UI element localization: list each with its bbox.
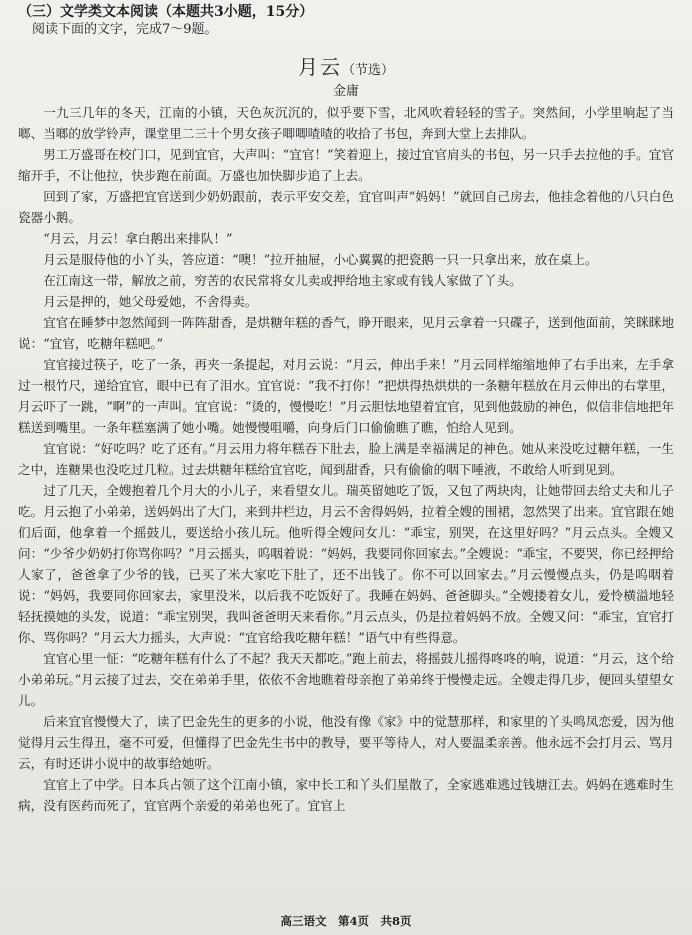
paragraph: 过了几天，全嫂抱着几个月大的小儿子，来看望女儿。瑞英留她吃了饭，又包了两块肉，让她带回去给丈夫和儿子吃。月云抱了小弟弟，送妈妈出了大门，来到井栏边，月云不舍得妈妈，拉着全嫂的围裙，忽然哭了出来。宜官跟在她们后面，他拿着一个摇鼓儿，要送给小孩儿玩。他听得全嫂问女儿：“乖宝，别哭，在这里好吗？”月云点头。全嫂又问：“少爷少奶奶打你骂你吗？”月云摇头，呜咽着说：“妈妈，我要同你回家去。”全嫂说：“乖宝，不要哭，你已经押给人家了，爸爸拿了少爷的钱，已买了米大家吃下肚了，还不出钱了。你不可以回家去。”月云慢慢点头，仍是呜咽着说：“妈妈，我要同你回家去，家里没米，以后我不吃饭好了。我睡在妈妈、爸爸脚头。”全嫂搂着女儿，爱怜横溢地轻轻抚摸她的头发，说道：“乖宝别哭，我叫爸爸明天来看你。”月云点头，仍是拉着妈妈不放。全嫂又问：“乖宝，宜官打你、骂你吗？”月云大力摇头，大声说：“宜官给我吃糖年糕！”语气中有些得意。 [18, 483, 674, 645]
paragraph: 宜官心里一怔：“吃糖年糕有什么了不起？我天天都吃。”跑上前去，将摇鼓儿摇得咚咚的响，说道：“月云，这个给小弟弟玩。”月云接了过去，交在弟弟手里，依依不舍地瞧着母亲抱了弟弟终于慢慢走远。全嫂走得几步，便回头望望女儿。 [18, 651, 674, 708]
paragraph: 男工万盛哥在校门口，见到宜官，大声叫：“宜官！”笑着迎上，接过宜官肩头的书包，另一只手去拉他的手。宜官缩开手，不让他拉，快步跑在前面。万盛也加快脚步追了上去。 [18, 147, 674, 183]
paragraph: 宜官说：“好吃吗？吃了还有。”月云用力将年糕吞下肚去，脸上满是幸福满足的神色。她从来没吃过糖年糕，一生之中，连糖果也没吃过几粒。过去烘糖年糕给宜官吃，闻到甜香，只有偷偷的咽下唾液，不敢给人听到见到。 [18, 441, 674, 477]
paragraph: 月云是服侍他的小丫头，答应道：“噢！”拉开抽屉，小心翼翼的把瓷鹅一只一只拿出来，放在桌上。 [43, 252, 598, 267]
section-heading: （三）文学类文本阅读（本题共3小题，15分） [18, 4, 314, 20]
page-footer: 高三语文 第4页 共8页 [280, 914, 412, 928]
story-title [18, 54, 674, 84]
paragraph: 宜官在睡梦中忽然闻到一阵阵甜香，是烘糖年糕的香气，睁开眼来，见月云拿着一只碟子，送到他面前，笑眯眯地说：“宜官，吃糖年糕吧。” [18, 315, 674, 351]
story-title-note: （节选） [341, 63, 394, 78]
instruction-text: 阅读下面的文字，完成7～9题。 [32, 22, 218, 37]
paragraph: 后来宜官慢慢大了，读了巴金先生的更多的小说，他没有像《家》中的觉慧那样，和家里的丫头鸣凤恋爱，因为他觉得月云生得丑，毫不可爱，但懂得了巴金先生书中的教导，要平等待人，对人要温柔亲善。他永远不会打月云、骂月云，有时还讲小说中的故事给她听。 [18, 714, 674, 771]
paragraph: 在江南这一带，解放之前，穷苦的农民常将女儿卖或押给地主家或有钱人家做了丫头。 [43, 273, 522, 288]
paragraph: 宜官上了中学。日本兵占领了这个江南小镇，家中长工和丫头们星散了，全家逃难逃过钱塘江去。妈妈在逃难时生病，没有医药而死了，宜官两个亲爱的弟弟也死了。宜官上 [18, 777, 674, 813]
paragraph: 月云是押的，她父母爱她，不舍得卖。 [43, 294, 258, 309]
paragraph: 回到了家，万盛把宜官送到少奶奶跟前，表示平安交差，宜官叫声“妈妈！”就回自己房去，他挂念着他的八只白色瓷器小鹅。 [18, 189, 674, 225]
paragraph: 一九三几年的冬天，江南的小镇，天色灰沉沉的，似乎要下雪，北风吹着轻轻的雪子。突然间，小学里响起了当啷、当啷的放学铃声，课堂里二三十个男女孩子唧唧喳喳的收拾了书包，奔到大堂上去排队。 [18, 105, 674, 141]
story-body [18, 102, 674, 816]
story-author: 金庸 [332, 84, 359, 99]
paragraph: “月云，月云！拿白鹅出来排队！” [43, 231, 233, 246]
paragraph: 宜官接过筷子，吃了一条，再夹一条提起，对月云说：“月云，伸出手来！”月云同样缩缩地伸了右手出来，左手拿过一根竹尺，递给宜官，眼中已有了泪水。宜官说：“我不打你！”把烘得热烘烘的一条糖年糕放在月云伸出的右掌里，月云吓了一跳，“啊”的一声叫。宜官说：“烫的，慢慢吃！”月云胆怯地望着宜官，见到他鼓励的神色，似信非信地把年糕送到嘴里。一条年糕塞满了她小嘴。她慢慢咀嚼，向身后门口偷偷瞧了瞧，怕给人见到。 [18, 357, 674, 435]
story-title-text: 月云 [297, 55, 342, 79]
